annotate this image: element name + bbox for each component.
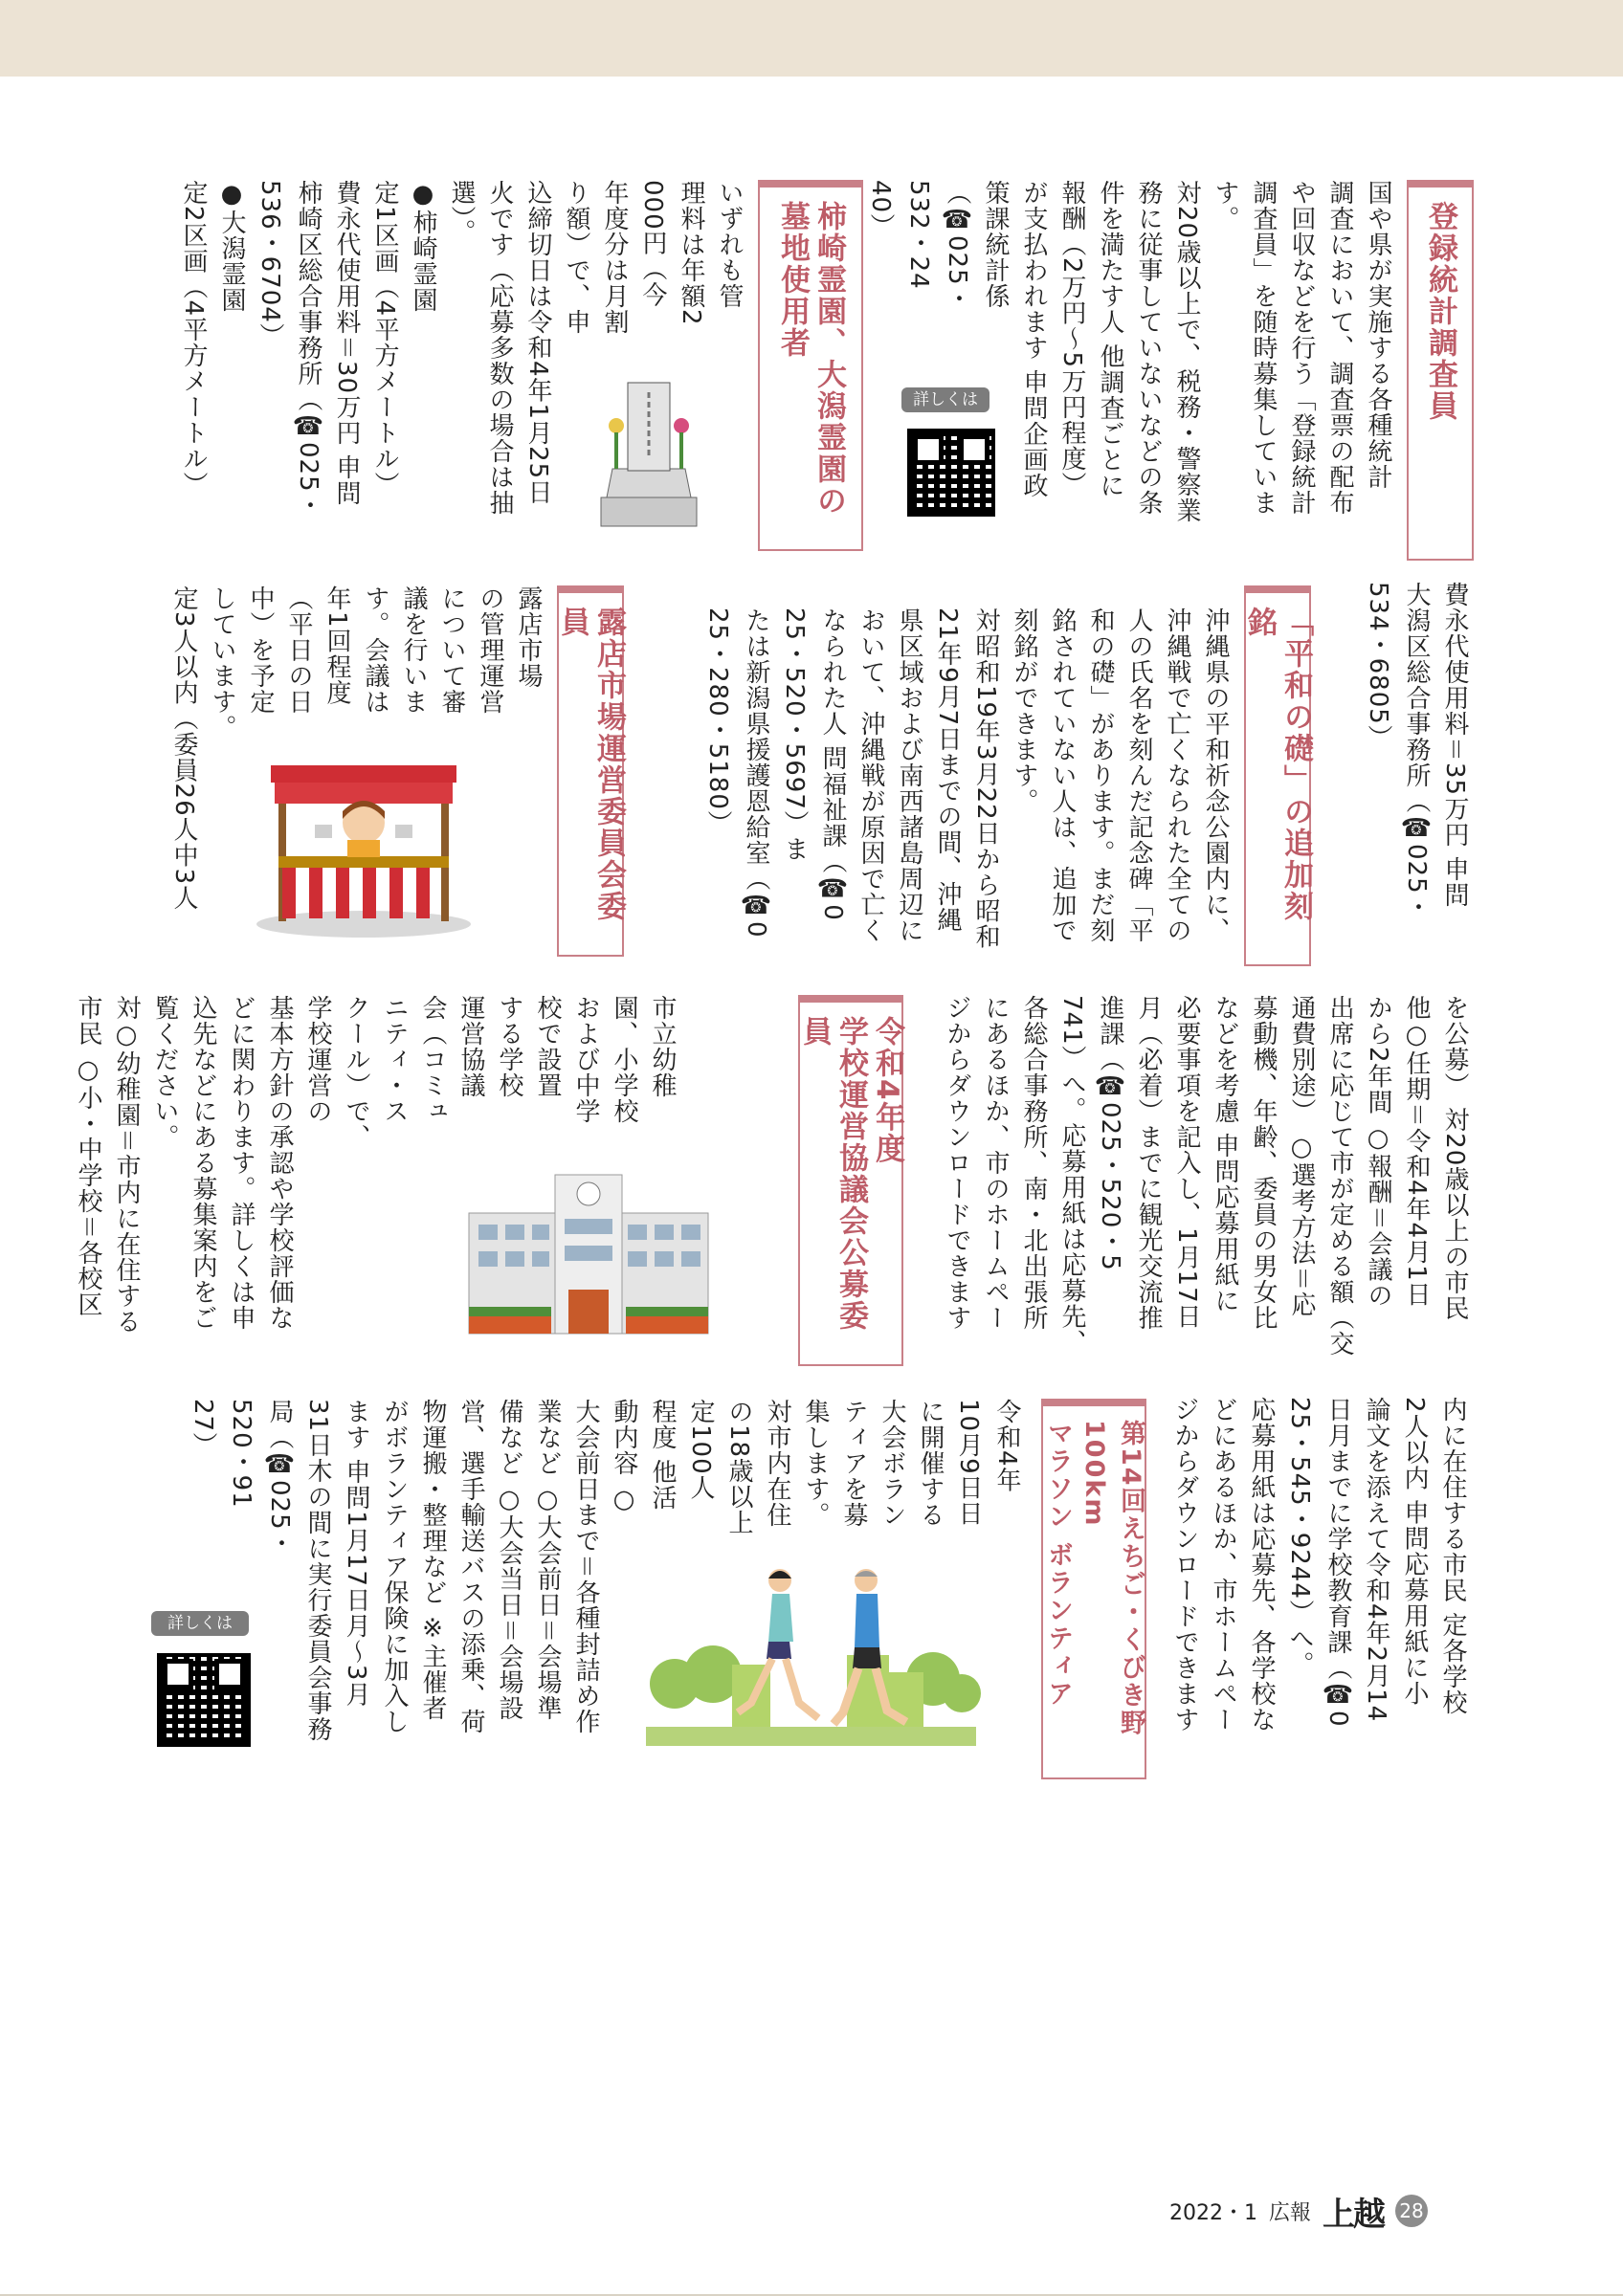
qr-label-touroku: 詳しくは — [901, 387, 989, 412]
qr-code-touroku[interactable] — [907, 429, 995, 517]
section-title-marathon: 第14回えちご・くびき野100km マラソン ボランティア — [1041, 1399, 1146, 1779]
footer-publication: 広報 — [1269, 2200, 1312, 2225]
section-title-heiwa: 「平和の礎」の追加刻銘 — [1244, 585, 1311, 966]
section-body-roten-cont: を公募） 対20歳以上の市民 他○任期＝令和4年4月1日 から2年間 ○報酬＝会議の 出席に応じて市が定める額（交 通費別途） ○選考方法＝応 募動機、年齢、委員の男女比 などを考慮 申問応募用紙に 必要事項を記入し、1月17日 月（必着）までに観光交流推 進課（☎025・520・5 741）へ。応募用紙は応募先、 各総合事務所、南・北出張所 にあるほか、市のホームペー ジからダウンロードできます — [943, 995, 1469, 1357]
section-title-bochi: 柿崎霊園、大潟霊園の 墓地使用者 — [758, 180, 863, 551]
runners-illustration — [646, 1559, 976, 1746]
header-band — [0, 0, 1623, 77]
section-title-touroku: 登録統計調査員 — [1407, 180, 1474, 561]
page-number: 28 — [1395, 2195, 1428, 2227]
festival-stall-illustration — [254, 756, 474, 938]
qr-label-marathon: 詳しくは — [151, 1611, 249, 1636]
section-body-gakko-cont: 内に在住する市民 定各学校 2人以内 申問応募用紙に小 論文を添えて令和4年2月14 日月までに学校教育課（☎0 25・545・9244）へ。 応募用紙は応募先、各学校な どにあるほか、市ホームペー ジからダウンロードできます — [1170, 1397, 1467, 1733]
section-body-roten: 露店市場 の管理運営 について審 議を行いま す。会議は 年1回程度 （平日の日 中）を予定 しています。 定3人以内（委員26人中3人 — [169, 585, 543, 912]
section-body-heiwa: 沖縄県の平和祈念公園内に、 沖縄戦で亡くなられた全ての 人の氏名を刻んだ記念碑「平 和の礎」があります。まだ刻 銘されていない人は、追加で 刻銘ができます。 対昭和19年3月22日から昭和 21年9月7日までの間、沖縄 県区域および南西諸島周辺に おいて、沖縄戦が原因で亡く なられた人 問福祉課（☎0 25・520・5697）ま たは新潟県援護恩給室（☎0 25・280・5180） — [703, 607, 1230, 950]
section-body-bochi: いずれも管 理料は年額2 000円（今 年度分は月割 り額）で、申 込締切日は令和4年1月25日 火です（応募多数の場合は抽 選）。 ●柿崎霊園 定1区画（4平方メートル） 費永代使用料＝30万円 申問 柿崎区総合事務所（☎025・ 536・6704） ●大潟霊園 定2区画（4平方メートル） — [179, 180, 744, 519]
school-building-illustration — [459, 1156, 718, 1347]
gravestone-illustration — [591, 373, 706, 526]
section-body-gakko: 市立幼稚 園、小学校 および中学 校で設置 する学校 運営協議 会（コミュ ニティ・ス クール）で、 学校運営の 基本方針の承認や学校評価な どに関わります。詳しくは申 込先などにある募集案内をご 覧ください。 対○幼稚園＝市内に在住する 市民 ○小・中学校＝各校区 — [74, 995, 677, 1336]
section-body-marathon: 令和4年 10月9日日 に開催する 大会ボラン ティアを募 集します。 対市内在住 の18歳以上 定100人 程度 他活 動内容 ○ 大会前日まで＝各種封詰め作 業など ○大会前日＝会場準 備など ○大会当日＝会場設 営、選手輸送バスの添乗、荷 物運搬・整理など ※主催者 がボランティア保険に加入し ます 申問1月17日月～3月 31日木の間に実行委員会事務 局（☎025・ 520・91 27） — [189, 1399, 1021, 1743]
section-body-touroku: 国や県が実施する各種統計 調査において、調査票の配布 や回収などを行う「登録統計 調査員」を随時募集しています。 対20歳以上で、税務・警察業 務に従事していないなどの条 件を満たす人 他調査ごとに 報酬（2万円～5万円程度） が支払われます 申問企画政 策課統計係 （☎025・ 532・24 40） — [866, 180, 1392, 524]
section-body-heiwa-top: 費永代使用料＝35万円 申問 大潟区総合事務所（☎025・ 534・6805） — [1364, 582, 1469, 920]
brand-logo: 上越 — [1323, 2195, 1385, 2234]
section-title-gakko: 令和4年度 学校運営協議会公募委員 — [798, 995, 903, 1366]
qr-code-marathon[interactable] — [157, 1653, 251, 1747]
section-title-roten: 露店市場運営委員会委員 — [557, 585, 624, 957]
page-footer — [1169, 2192, 1428, 2234]
footer-date: 2022・1 — [1169, 2200, 1257, 2225]
